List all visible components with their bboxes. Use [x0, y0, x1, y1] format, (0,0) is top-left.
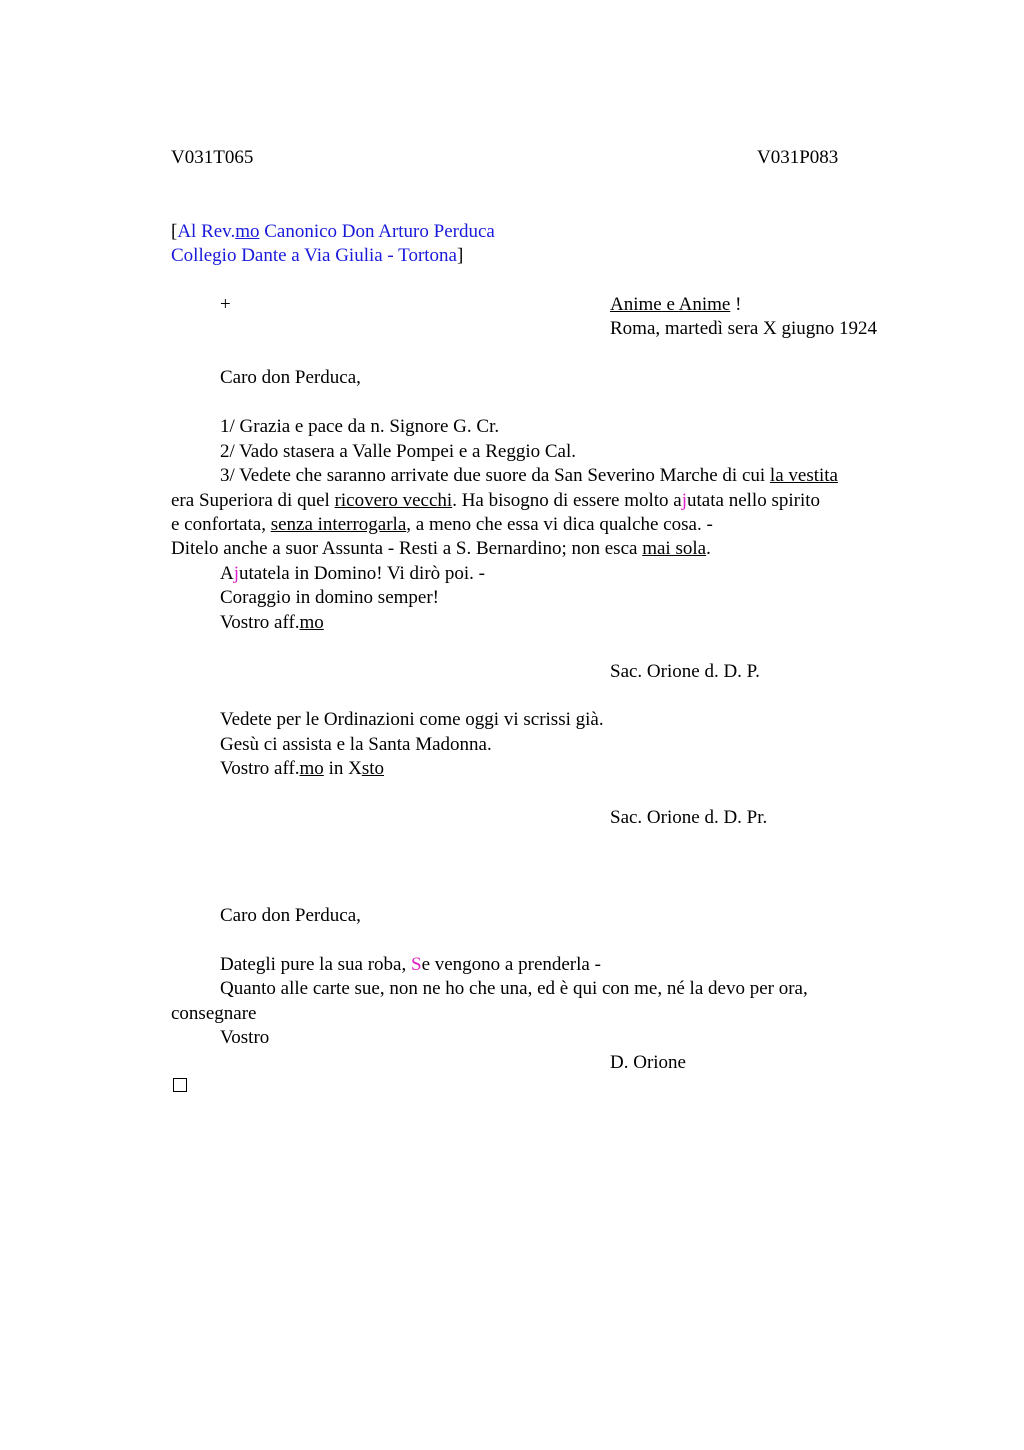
motto-anime-1: Anime: [610, 294, 662, 315]
letter2-line-2: Quanto alle carte sue, non ne ho che una, ed è qui con me, né la devo per ora,: [220, 978, 808, 999]
letter1-line-7: [220, 562, 485, 586]
heading-motto: [610, 293, 741, 317]
l2-line1-correction: S: [410, 954, 422, 975]
letter2-salutation: Caro don Perduca,: [220, 905, 361, 926]
motto-e: e: [661, 294, 679, 315]
document-code-right: V031P083: [757, 147, 839, 168]
address-title: Al Rev.: [177, 221, 236, 242]
letter2-line-1: [220, 953, 601, 977]
closing-text: Vostro aff.: [220, 612, 300, 633]
ps-closing-in-x: in X: [323, 758, 362, 779]
address-line-1: [171, 220, 495, 244]
letter1-line-4: [171, 489, 820, 513]
letter1-line-5: [171, 513, 713, 537]
line5-underlined: senza interrogarla: [270, 514, 407, 535]
line4-correction: j: [681, 490, 688, 511]
point3-underlined: la vestita: [769, 465, 838, 486]
ps-closing-sto: sto: [361, 758, 384, 779]
point3-text: 3/ Vedete che saranno arrivate due suore da San Severino Marche di cui: [220, 465, 770, 486]
letter1-closing: [220, 611, 324, 635]
line4-text-e: utata nello spirito: [687, 490, 821, 511]
postscript-closing: [220, 757, 384, 781]
ps-closing-abbrev: mo: [299, 758, 324, 779]
letter2-line-3: consegnare: [171, 1003, 257, 1024]
document-code-left: V031T065: [171, 147, 254, 168]
address-recipient: Canonico Don Arturo Perduca: [259, 221, 495, 242]
line5-text-c: , a meno che essa vi dica qualche cosa. -: [406, 514, 713, 535]
letter1-salutation: Caro don Perduca,: [220, 367, 361, 388]
motto-anime-2: Anime: [678, 294, 731, 315]
line4-text-a: era Superiora di quel: [171, 490, 335, 511]
letter2-signature: D. Orione: [610, 1052, 686, 1073]
dateline: Roma, martedì sera X giugno 1924: [610, 318, 878, 339]
line6-underlined: mai sola: [642, 538, 707, 559]
line7-text-a: A: [220, 563, 234, 584]
letter1-line-6: [171, 537, 711, 561]
line6-text-c: .: [706, 538, 711, 559]
postscript-signature: Sac. Orione d. D. Pr.: [610, 807, 768, 828]
ps-closing-text: Vostro aff.: [220, 758, 300, 779]
letter1-line-8: Coraggio in domino semper!: [220, 587, 439, 608]
address-place: Collegio Dante a Via Giulia - Tortona: [171, 245, 457, 266]
letter1-point-1: 1/ Grazia e pace da n. Signore G. Cr.: [220, 416, 500, 437]
l2-line1-text-a: Dategli pure la sua roba,: [220, 954, 411, 975]
line6-text-a: Ditelo anche a suor Assunta - Resti a S. Bernardino; non esca: [171, 538, 643, 559]
letter1-point-2: 2/ Vado stasera a Valle Pompei e a Reggio Cal.: [220, 441, 576, 462]
postscript-line-2: Gesù ci assista e la Santa Madonna.: [220, 734, 492, 755]
line7-text-c: utatela in Domino! Vi dirò poi. -: [239, 563, 486, 584]
address-open-bracket: [: [171, 221, 178, 242]
line5-text-a: e confortata,: [171, 514, 271, 535]
letter1-point-3: [220, 464, 838, 488]
motto-tail: !: [730, 294, 742, 315]
line4-underlined: ricovero vecchi: [334, 490, 453, 511]
address-line-2: [171, 244, 463, 268]
end-marker-square-icon: [173, 1078, 187, 1092]
letter2-closing: Vostro: [220, 1027, 270, 1048]
letter1-signature: Sac. Orione d. D. P.: [610, 661, 760, 682]
postscript-line-1: Vedete per le Ordinazioni come oggi vi scrissi già.: [220, 709, 604, 730]
line4-text-c: . Ha bisogno di essere molto a: [452, 490, 682, 511]
address-title-abbrev: mo: [235, 221, 260, 242]
line7-correction: j: [233, 563, 240, 584]
l2-line1-text-c: e vengono a prenderla -: [421, 954, 601, 975]
cross-mark: +: [220, 294, 231, 315]
address-close-bracket: ]: [456, 245, 464, 266]
closing-abbrev: mo: [299, 612, 324, 633]
